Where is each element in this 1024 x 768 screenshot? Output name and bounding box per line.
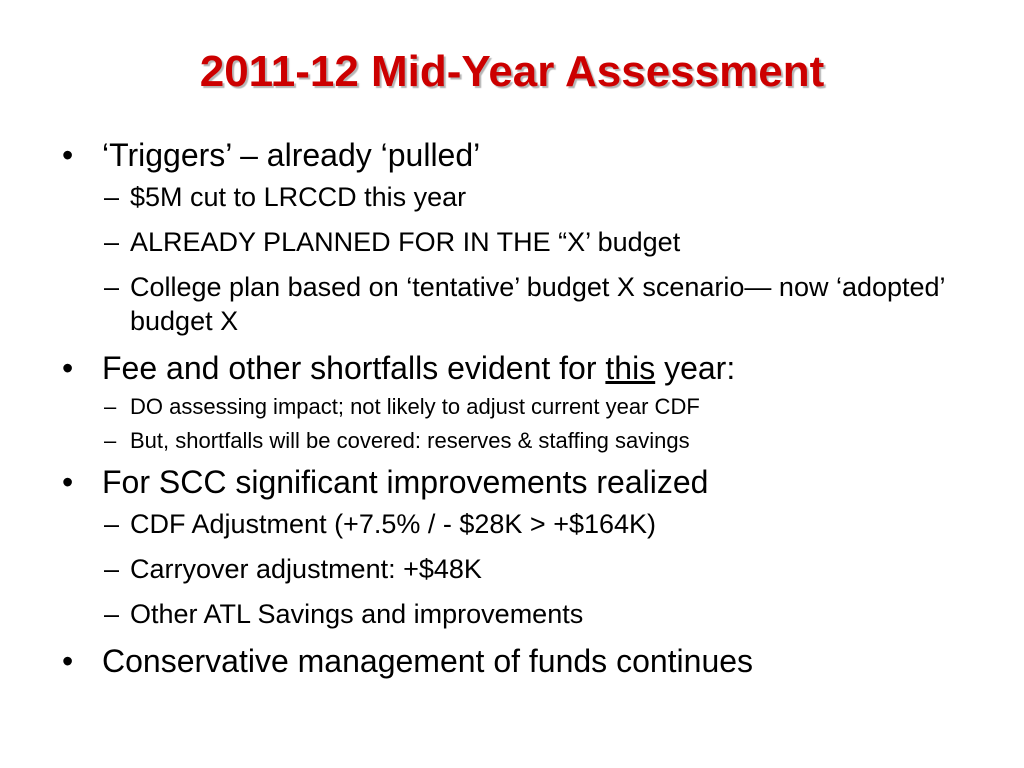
bullet-item (58, 463, 978, 501)
bullet-item (58, 136, 978, 174)
sub-item-text: Carryover adjustment: +$48K (130, 554, 482, 584)
sub-item-text: Other ATL Savings and improvements (130, 599, 584, 629)
bullet-list (58, 136, 978, 688)
bullet-text-after: year: (655, 350, 736, 386)
sub-item (58, 427, 978, 455)
sub-item-text: College plan based on ‘tentative’ budget X scenario— now ‘adopted’ budget X (130, 272, 945, 336)
dash-marker: – (104, 182, 120, 212)
bullet-marker: • (62, 464, 74, 500)
dash-marker: – (104, 509, 120, 539)
dash-marker: – (104, 394, 117, 419)
bullet-group-improvements (58, 463, 978, 631)
bullet-text-underlined: this (605, 350, 656, 386)
sub-item (58, 270, 978, 338)
bullet-group-conservative (58, 642, 978, 680)
sub-item (58, 180, 978, 214)
bullet-item (58, 642, 978, 680)
sub-item (58, 225, 978, 259)
sub-item (58, 552, 978, 586)
dash-marker: – (104, 554, 120, 584)
sub-item (58, 507, 978, 541)
dash-marker: – (104, 599, 120, 629)
dash-marker: – (104, 428, 117, 453)
bullet-group-triggers (58, 136, 978, 338)
sub-item-text: CDF Adjustment (+7.5% / - $28K > +$164K) (130, 509, 657, 539)
bullet-text: ‘Triggers’ – already ‘pulled’ (102, 137, 481, 173)
bullet-text-before: Fee and other shortfalls evident for (102, 350, 606, 386)
dash-marker: – (104, 272, 120, 302)
sub-item-text: ALREADY PLANNED FOR IN THE “X’ budget (130, 227, 681, 257)
bullet-marker: • (62, 643, 74, 679)
bullet-text: For SCC significant improvements realized (102, 464, 709, 500)
sub-item (58, 393, 978, 421)
dash-marker: – (104, 227, 120, 257)
bullet-marker: • (62, 137, 74, 173)
sub-item (58, 597, 978, 631)
sub-item-text: DO assessing impact; not likely to adjust current year CDF (130, 394, 700, 419)
bullet-item (58, 349, 978, 387)
slide-title: 2011-12 Mid-Year Assessment (199, 47, 825, 96)
bullet-marker: • (62, 350, 74, 386)
sub-item-text: But, shortfalls will be covered: reserves & staffing savings (130, 428, 690, 453)
bullet-group-shortfalls (58, 349, 978, 455)
bullet-text: Conservative management of funds continues (102, 643, 754, 679)
sub-item-text: $5M cut to LRCCD this year (130, 182, 467, 212)
